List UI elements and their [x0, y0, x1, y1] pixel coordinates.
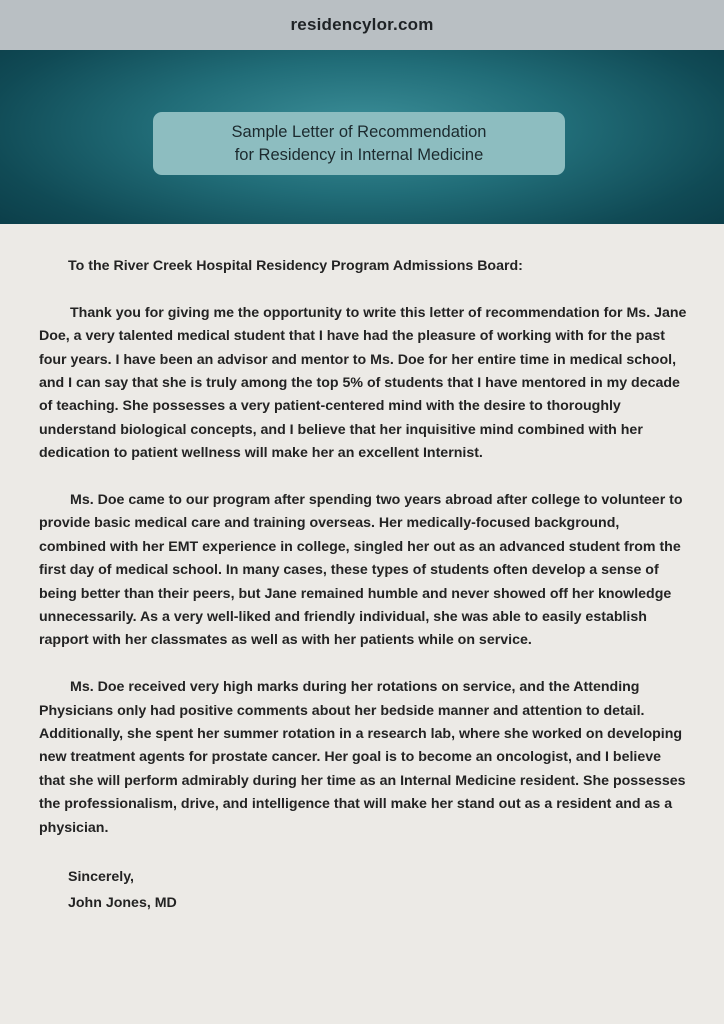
letter-paragraph-3: Ms. Doe received very high marks during her rotations on service, and the Attending Physicians only had positive comments about her bedside manner and attention to detail. Additionally, she spent her summer rotation in a research lab, where she worked on developing new treatment agents for prostate cancer. Her goal is to become an oncologist, and I believe that she will perform admirably during her time as an Internal Medicine resident. She possesses the professionalism, drive, and intelligence that will make her stand out as a resident and as a physician.	[39, 679, 686, 836]
letter-salutation: To the River Creek Hospital Residency Program Admissions Board:	[68, 258, 523, 274]
title-banner	[0, 50, 724, 224]
letter-paragraph-2: Ms. Doe came to our program after spending two years abroad after college to volunteer to provide basic medical care and training overseas. Her medically-focused background, combined with her EMT experience in college, singled her out as an advanced student from the first day of medical school. In many cases, these types of students often develop a sense of being better than their peers, but Jane remained humble and never showed off her knowledge unnecessarily. As a very well-liked and friendly individual, she was able to easily establish rapport with her classmates as well as with her patients while on service.	[39, 492, 683, 649]
letter-paragraph-1: Thank you for giving me the opportunity to write this letter of recommendation for Ms. Jane Doe, a very talented medical student that I have had the pleasure of working with for the past four years. I have been an advisor and mentor to Ms. Doe for her entire time in medical school, and I can say that she is truly among the top 5% of students that I have mentored in my decade of teaching. She possesses a very patient-centered mind with the desire to thoroughly understand biological concepts, and I believe that her inquisitive mind combined with her dedication to patient wellness will make her an excellent Internist.	[39, 304, 687, 462]
letter-closing	[39, 864, 689, 916]
closing-phrase: Sincerely,	[68, 868, 134, 885]
site-name[interactable]: residencylor.com	[290, 15, 434, 34]
page-title-line-2: for Residency in Internal Medicine	[234, 145, 484, 164]
page-title-line-1: Sample Letter of Recommendation	[231, 122, 487, 141]
letter-body	[39, 255, 689, 916]
signature: John Jones, MD	[68, 894, 177, 911]
site-header	[0, 0, 724, 50]
title-box	[153, 112, 565, 175]
